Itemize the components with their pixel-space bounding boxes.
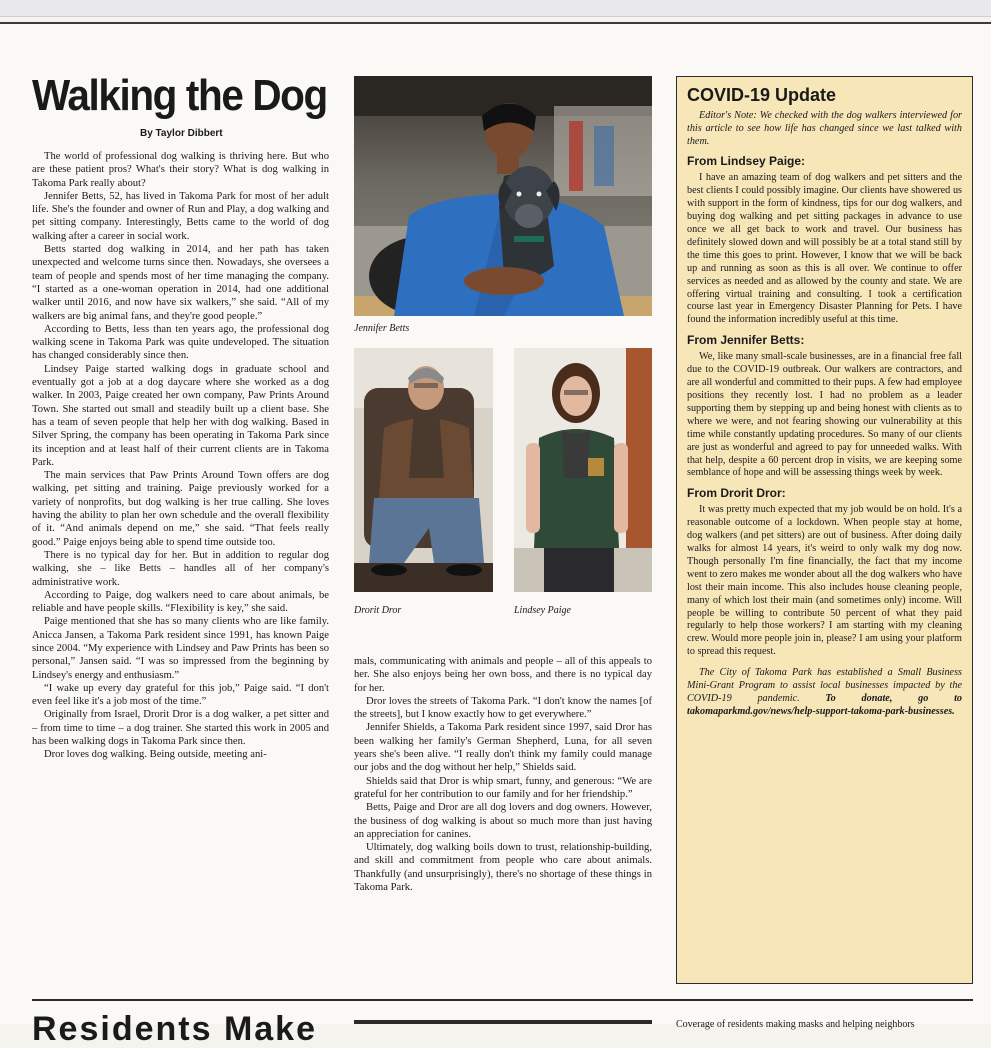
caption-jennifer-betts: Jennifer Betts [354, 323, 410, 334]
paragraph: mals, communicating with animals and people – all of this appeals to her. She also enjoys being her own boss, and there is no typical day for her. [354, 656, 652, 694]
paragraph: Jennifer Shields, a Takoma Park resident since 1997, said Dror has been walking her family's German Shepherd, Luna, for all seven years she's been alive. “I really don't think my family could manage our jobs and the dog without her help,” Shields said. [354, 722, 652, 774]
next-article-headline [32, 1010, 332, 1048]
next-headline-text: Residents Make [32, 1010, 317, 1048]
paragraph: Ultimately, dog walking boils down to trust, relationship-building, and skill and commitment from people who care about animals. Thankfully (and unsurprisingly), there's no shortage of these things in Takoma Park. [354, 842, 652, 894]
sidebar-heading: From Drorit Dror: [687, 486, 786, 501]
paragraph: Dror loves the streets of Takoma Park. “I don't know the names [of the streets], but I know exactly how to get everywhere.” [354, 695, 652, 721]
covid-update-sidebar [676, 76, 973, 984]
paragraph: Betts, Paige and Dror are all dog lovers and dog owners. However, the business of dog walking is about so much more than just having an appreciation for canines. [354, 802, 652, 840]
photo-lindsey-paige [514, 348, 652, 592]
paragraph: According to Betts, less than ten years ago, the professional dog walking scene in Takoma Park was quite undeveloped. The situation has changed considerably since then. [32, 323, 329, 362]
article-byline: By Taylor Dibbert [140, 128, 223, 139]
paragraph: “I wake up every day grateful for this job,” Paige said. “I don't even feel like it's a job most of the time.” [32, 682, 329, 708]
betts-photo-image [354, 76, 652, 316]
caption-lindsey-paige: Lindsey Paige [514, 605, 571, 616]
sidebar-paragraph: It was pretty much expected that my job would be on hold. It's a reasonable outcome of a lockdown. When people stay at home, dog walkers (and pet sitters) are out of business. After doing daily walks for almost 14 years, it's weird to only walk my dog now. Though personally I'm fine financially, the fact that my income went to zero makes me wonder about all the dog walkers who have lost their main income. This also includes house cleaning people, many of which lost their main (and sometimes only) income. Will people be willing to contribute 50 percent of what they paid regularly to help those workers? I am starting with my cleaning crew. Would more people join in, please? I am using your platform to spread this request. [687, 504, 962, 658]
top-rule [0, 22, 991, 24]
browser-top-strip [0, 0, 991, 17]
paragraph: According to Paige, dog walkers need to care about animals, be reliable and have people skills. “Flexibility is key,” she said. [32, 589, 329, 615]
paragraph: Lindsey Paige started walking dogs in graduate school and eventually got a job at a dog daycare where she worked as a dog walker. In 2003, Paige created her own company, Paw Prints Around Town. She started out small and steadily built up a client base. She has a team of seven people that help her with dog walking. Based in Silver Spring, the company has been operating in Takoma Park since its inception and at least half of their current clients are in Takoma Park. [32, 363, 329, 468]
article-column-2 [354, 655, 652, 894]
next-article-text: Coverage of residents making masks and helping neighbors [676, 1019, 915, 1030]
bottom-rule [32, 999, 973, 1001]
article-column-1 [32, 150, 329, 762]
photo-jennifer-betts [354, 76, 652, 316]
article-title: Walking the Dog [32, 71, 327, 120]
sidebar-paragraph: We, like many small-scale businesses, are in a financial free fall due to the COVID-19 outbreak. Our walkers are contractors, and are all wonderful and committed to their pups. A few had employee positions they recently lost. I had no problem as a leader supporting them by stepping up and being honest with clients as to where we were, and not fearing showing our vulnerability at this time while constantly updating procedures. So many of our clients are just as wonderful and agreed to pay for unneeded walks. With that help, despite a 60 percent drop in visits, we are keeping some semblance of hope and will be assessing things week by week. [687, 351, 962, 479]
paragraph: The world of professional dog walking is thriving here. But who are these patient pros? What's their story? What is dog walking in Takoma Park really about? [32, 151, 329, 189]
paragraph: Paige mentioned that she has so many clients who are like family. Anicca Jansen, a Takoma Park resident since 1991, has known Paige since 2004. “My experience with Lindsey and Paw Prints has been so personal,” Jansen said. “I was so impressed from the beginning by Lindsey's energy and enthusiasm.” [32, 616, 329, 681]
paragraph: Dror loves dog walking. Being outside, meeting ani- [44, 749, 267, 761]
photo-drorit-dror [354, 348, 493, 592]
donate-text: To donate, go to takomaparkmd.gov/news/help-support-takoma-park-businesses. [687, 693, 963, 717]
paragraph: Betts started dog walking in 2014, and her path has taken unexpected and welcome turns since then. Nowadays, she oversees a team of people and spends most of her time managing the company. “I started as a one-woman operation in 2014, had one additional walker until 2016, and now have six walkers,” she said. “All of my walkers are big animal fans, and they're good people.” [32, 244, 329, 322]
sidebar-footer [687, 667, 962, 719]
paragraph: Jennifer Betts, 52, has lived in Takoma Park for most of her adult life. She's the founder and owner of Run and Play, a dog walking and pet sitting company. Interestingly, Betts came to the world of dog walking after a career in social work. [32, 190, 329, 242]
paragraph: The main services that Paw Prints Around Town offers are dog walking, pet sitting and training. Paige previously worked for a variety of nonprofits, but dog walking is her true calling. She loves having the ability to plan her own schedule and the overall flexibility of it. “And animals depend on me,” she said. “That feels really good.” Paige enjoys being able to spend time outside too. [32, 470, 329, 548]
dror-photo-image [354, 348, 493, 592]
paragraph: Shields said that Dror is whip smart, funny, and generous: “We are grateful for her contribution to our family and for her friendship.” [354, 775, 652, 800]
caption-drorit-dror: Drorit Dror [354, 605, 402, 616]
mini-grant-text: The City of Takoma Park has established a Small Business Mini-Grant Program to assist local businesses impacted by the COVID-19 pandemic. [687, 667, 962, 705]
sidebar-heading: From Lindsey Paige: [687, 154, 806, 169]
next-article-photo-edge [354, 1020, 652, 1024]
sidebar-heading: From Jennifer Betts: [687, 333, 805, 348]
paige-photo-image [514, 348, 652, 592]
sidebar-title: COVID-19 Update [687, 85, 837, 105]
paragraph: Originally from Israel, Drorit Dror is a dog walker, a pet sitter and – from time to time – a dog trainer. She started this work in 2005 and has been walking dogs in Takoma Park since then. [32, 709, 329, 748]
editors-note: Editor's Note: We checked with the dog walkers interviewed for this article to see how life has changed since we last talked with them. [687, 110, 962, 147]
sidebar-paragraph: I have an amazing team of dog walkers and pet sitters and the best clients I could possibly imagine. Our clients have showered us with support in the form of kindness, tips for our dog walkers, and buying dog walking and pet sitting packages in advance to use once we all get back to work and travel. Our business has definitely slowed down and will possibly be at a total stand still by the time this goes to print. However, I know that we will be back up and running as soon as this is all over. We continue to offer services as needed and as allowed by the county and state. We are offering virtual training and consulting. I took a certification course last year in Emergency Disaster Planning for Pets. I have found the information incredibly useful at this time. [687, 172, 962, 326]
paragraph: There is no typical day for her. But in addition to regular dog walking, she – like Betts – handles all of her company's administrative work. [32, 549, 329, 588]
